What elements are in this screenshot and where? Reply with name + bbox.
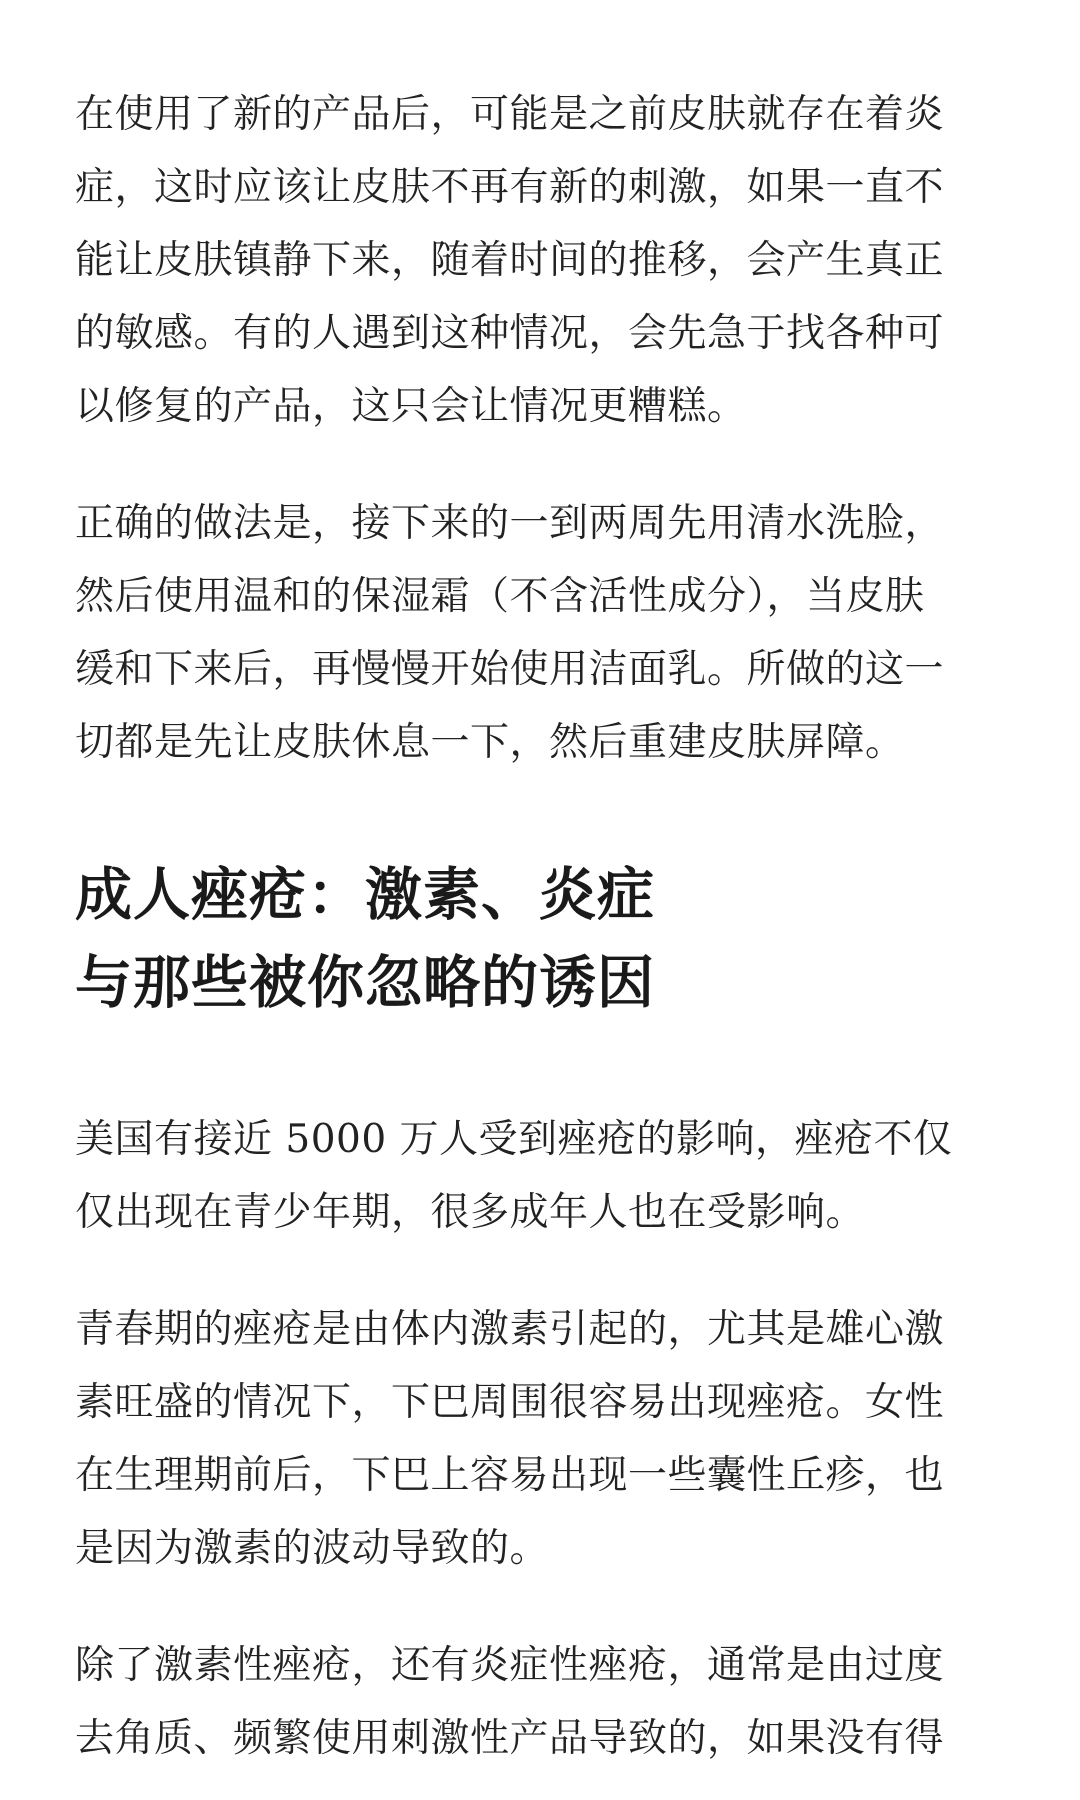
paragraph-inflammatory-acne: [75, 1629, 1010, 1775]
paragraph-skin-inflammation: [75, 78, 1010, 443]
text-line: 能让皮肤镇静下来，随着时间的推移，会产生真正: [75, 238, 945, 283]
paragraph-hormonal-acne: [75, 1293, 1010, 1585]
text-line: 然后使用温和的保湿霜（不含活性成分），当皮肤: [75, 574, 925, 619]
text-line: 在生理期前后，下巴上容易出现一些囊性丘疹，也: [75, 1453, 945, 1498]
text-line: 的敏感。有的人遇到这种情况，会先急于找各种可: [75, 311, 945, 356]
text-line: 在使用了新的产品后，可能是之前皮肤就存在着炎: [75, 92, 945, 137]
text-line: 缓和下来后，再慢慢开始使用洁面乳。所做的这一: [75, 647, 945, 692]
paragraph-acne-statistics: [75, 1103, 1010, 1249]
heading-line: 成人痤疮：激素、炎症: [75, 861, 655, 928]
text-line: 仅出现在青少年期，很多成年人也在受影响。: [75, 1190, 866, 1235]
article-body: [75, 78, 1010, 1775]
text-line: 是因为激素的波动导致的。: [75, 1526, 550, 1571]
text-line: 去角质、频繁使用刺激性产品导致的，如果没有得: [75, 1716, 945, 1761]
text-line: 青春期的痤疮是由体内激素引起的，尤其是雄心激: [75, 1307, 945, 1352]
text-line: 除了激素性痤疮，还有炎症性痤疮，通常是由过度: [75, 1643, 945, 1688]
text-line: 切都是先让皮肤休息一下，然后重建皮肤屏障。: [75, 720, 905, 765]
text-line: 美国有接近 5000 万人受到痤疮的影响，痤疮不仅: [75, 1117, 953, 1162]
heading-line: 与那些被你忽略的诱因: [75, 949, 655, 1016]
text-line: 以修复的产品，这只会让情况更糟糕。: [75, 384, 747, 429]
text-line: 正确的做法是，接下来的一到两周先用清水洗脸，: [75, 501, 945, 546]
section-heading: [75, 851, 1010, 1027]
text-line: 症，这时应该让皮肤不再有新的刺激，如果一直不: [75, 165, 945, 210]
paragraph-correct-method: [75, 487, 1010, 779]
text-line: 素旺盛的情况下，下巴周围很容易出现痤疮。女性: [75, 1380, 945, 1425]
